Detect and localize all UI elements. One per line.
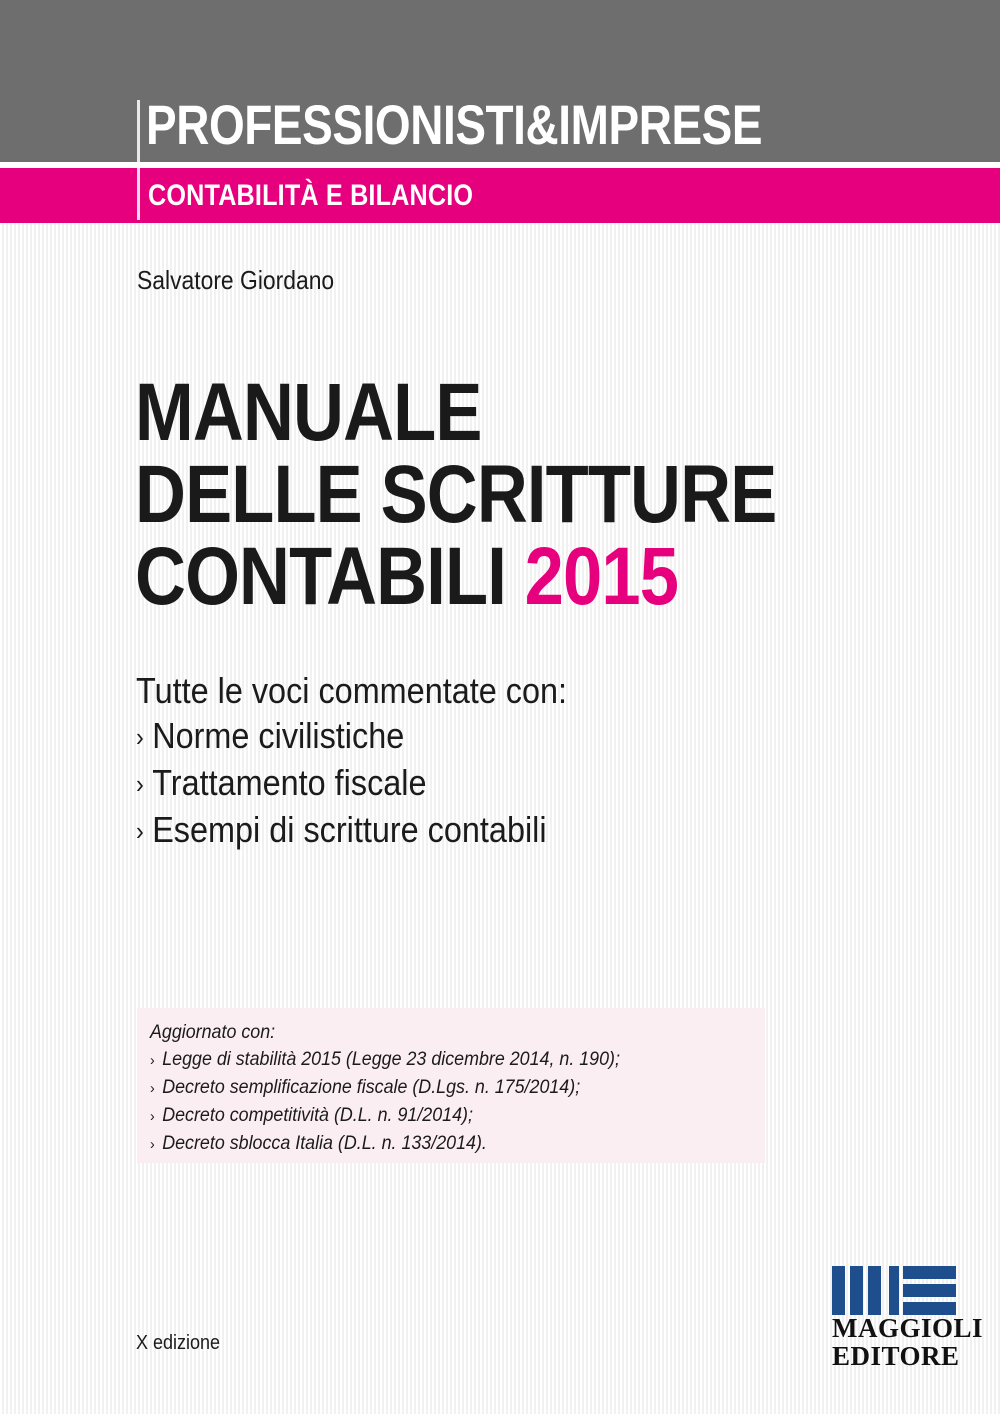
title-year: 2015 (524, 531, 679, 622)
chevron-right-icon: › (136, 722, 144, 752)
update-item (150, 1130, 620, 1158)
subseries-title: CONTABILITÀ E BILANCIO (148, 179, 474, 212)
title-line-2: DELLE SCRITTURE (135, 449, 777, 540)
publisher-name-line-1: MAGGIOLI (832, 1313, 984, 1343)
maggioli-me-monogram-icon (832, 1266, 956, 1315)
subtitle-item (136, 713, 567, 760)
title-line-3-text: CONTABILI (135, 531, 525, 622)
publisher-logo (832, 1266, 984, 1371)
update-item-label: Decreto sblocca Italia (D.L. n. 133/2014). (162, 1133, 487, 1154)
update-item (150, 1046, 620, 1074)
edition-label: X edizione (136, 1332, 221, 1354)
subtitle-item (136, 760, 567, 807)
update-item (150, 1102, 620, 1130)
chevron-right-icon: › (150, 1108, 155, 1125)
chevron-right-icon: › (150, 1136, 155, 1153)
update-item-label: Decreto semplificazione fiscale (D.Lgs. n. 175/2014); (162, 1077, 581, 1098)
subtitle-item (136, 807, 567, 854)
series-title: PROFESSIONISTI&IMPRESE (146, 93, 763, 156)
chevron-right-icon: › (136, 816, 144, 846)
chevron-right-icon: › (150, 1052, 155, 1069)
vertical-rule-decoration (137, 100, 140, 220)
subtitle-lead: Tutte le voci commentate con: (136, 670, 568, 711)
author-name: Salvatore Giordano (137, 265, 335, 295)
publisher-wordmark (832, 1313, 984, 1371)
update-notice-box (137, 1008, 765, 1163)
update-item-label: Legge di stabilità 2015 (Legge 23 dicembre 2014, n. 190); (162, 1049, 620, 1070)
title-line-3 (135, 531, 776, 622)
update-notice-text (150, 1019, 620, 1158)
page-title (135, 367, 777, 622)
update-item-label: Decreto competitività (D.L. n. 91/2014); (162, 1105, 473, 1126)
publisher-name-line-2: EDITORE (832, 1341, 960, 1371)
subtitle-block (136, 668, 567, 854)
update-lead: Aggiornato con: (150, 1022, 276, 1043)
update-item (150, 1074, 620, 1102)
chevron-right-icon: › (150, 1080, 155, 1097)
chevron-right-icon: › (136, 769, 144, 799)
subtitle-item-label: Esempi di scritture contabili (152, 809, 547, 850)
title-line-1: MANUALE (135, 367, 482, 458)
subtitle-item-label: Trattamento fiscale (152, 762, 427, 803)
subtitle-item-label: Norme civilistiche (152, 715, 405, 756)
